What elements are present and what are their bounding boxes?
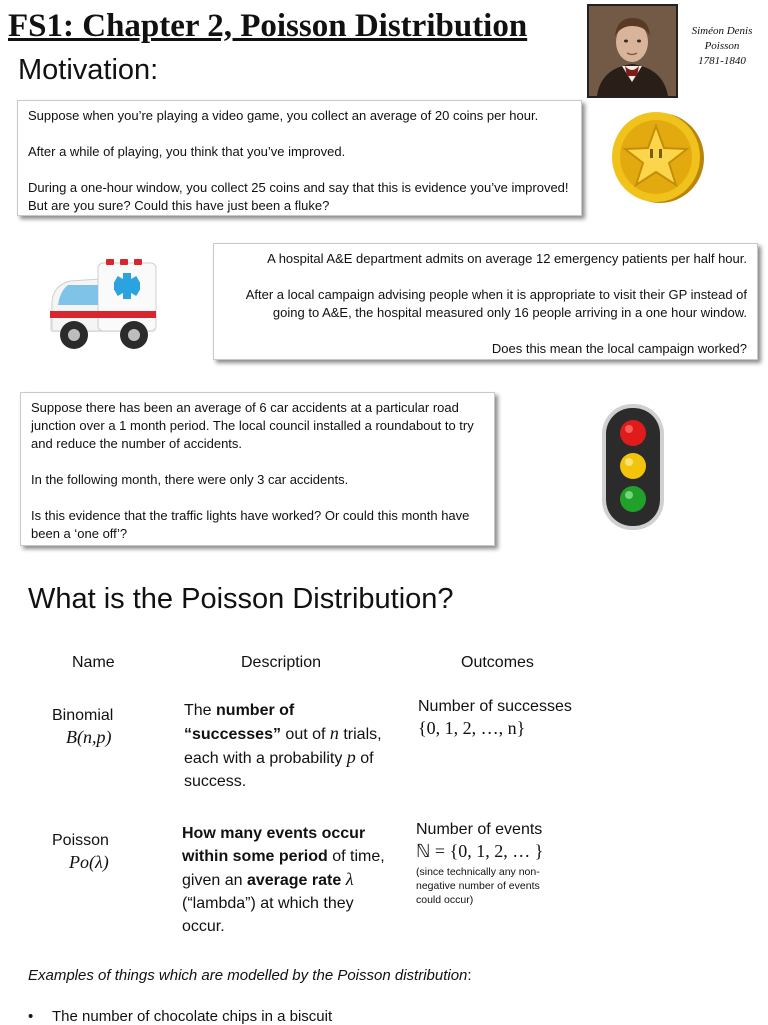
section-heading: What is the Poisson Distribution? bbox=[28, 583, 454, 615]
examples-intro: Examples of things which are modelled by the Poisson distribution: bbox=[28, 967, 472, 984]
col-header-description: Description bbox=[241, 654, 322, 671]
poisson-notation: Po(λ) bbox=[69, 852, 109, 872]
binomial-outcome-set: {0, 1, 2, …, n} bbox=[418, 718, 526, 738]
ambulance-icon bbox=[48, 255, 160, 358]
portrait-image bbox=[587, 4, 678, 98]
poisson-description: How many events occur within some period of time, given an average rate λ (“lambda”) at which they occur. bbox=[182, 825, 385, 935]
binomial-name: Binomial bbox=[52, 707, 114, 724]
poisson-outcome-title: Number of events bbox=[416, 821, 543, 838]
poisson-outcome-set: ℕ = {0, 1, 2, … } bbox=[416, 841, 544, 861]
motivation-heading: Motivation: bbox=[18, 54, 159, 86]
portrait-caption: Siméon Denis Poisson 1781-1840 bbox=[691, 25, 753, 67]
traffic-scenario-box: Suppose there has been an average of 6 car accidents at a particular road junction over a 1 month period. The local council installed a roundabout to try and reduce the number of accidents. In the following month, there were only 3 car accidents. Is this evidence that the traffic lights have worked? Or could this month have been a ‘one off’? bbox=[20, 392, 495, 546]
poisson-outcome-note: (since technically any non-negative number of events could occur) bbox=[416, 866, 540, 906]
binomial-notation: B(n,p) bbox=[66, 727, 112, 747]
poisson-name: Poisson bbox=[52, 832, 109, 849]
binomial-description: The number of “successes” out of n trials, each with a probability p of success. bbox=[184, 702, 382, 790]
col-header-name: Name bbox=[72, 654, 115, 671]
traffic-light-icon bbox=[600, 402, 666, 537]
coin-star-icon bbox=[610, 111, 706, 210]
coins-scenario-box: Suppose when you’re playing a video game, you collect an average of 20 coins per hour. After a while of playing, you think that you’ve improved. During a one-hour window, you collect 25 coins and say that this is evidence you’ve improved! But are you sure? Could this have just been a fluke? bbox=[17, 100, 582, 216]
list-item: • The number of chocolate chips in a biscuit bbox=[28, 1008, 333, 1025]
hospital-scenario-box: A hospital A&E department admits on average 12 emergency patients per half hour. After a local campaign advising people when it is appropriate to visit their GP instead of going to A&E, the hospital measured only 16 people arriving in a one hour window. Does this mean the local campaign worked? bbox=[213, 243, 758, 360]
page-title: FS1: Chapter 2, Poisson Distribution bbox=[8, 8, 528, 44]
binomial-outcome-title: Number of successes bbox=[418, 698, 572, 715]
col-header-outcomes: Outcomes bbox=[461, 654, 534, 671]
